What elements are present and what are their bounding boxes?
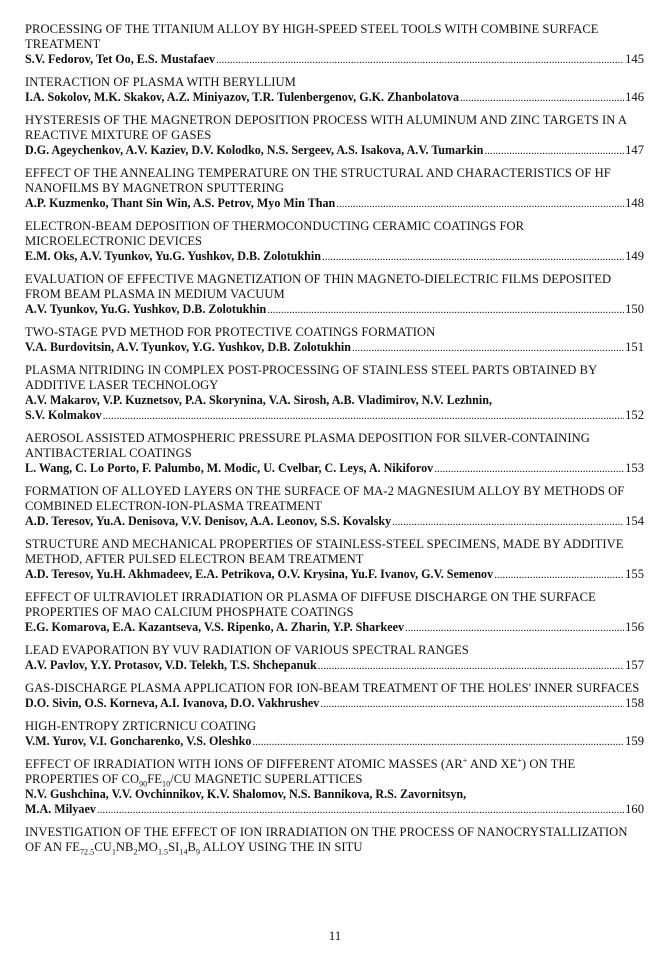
subscript: 1.5 <box>157 847 169 857</box>
entry-title: GAS-DISCHARGE PLASMA APPLICATION FOR ION-BEAM TREATMENT OF THE HOLES' INNER SURFACES <box>25 681 640 695</box>
entry-page-number: 145 <box>625 52 644 66</box>
entry-authors-line <box>25 196 644 212</box>
entry-authors-line <box>25 567 644 583</box>
entry-authors: M.A. Milyaev <box>25 802 96 816</box>
entry-authors: D.G. Ageychenkov, A.V. Kaziev, D.V. Kolodko, N.S. Sergeev, A.S. Isakova, A.V. Tumarkin <box>25 143 484 157</box>
title-part: B <box>187 840 196 854</box>
entry-title: EVALUATION OF EFFECTIVE MAGNETIZATION OF THIN MAGNETO-DIELECTRIC FILMS DEPOSITED FROM BEAM PLASMA IN MEDIUM VACUUM <box>25 272 612 301</box>
title-part: /CU MAGNETIC SUPERLATTICES <box>170 772 363 786</box>
entry-title: EFFECT OF ULTRAVIOLET IRRADIATION OR PLASMA OF DIFFUSE DISCHARGE ON THE SURFACE PROPERTIES OF MAO CALCIUM PHOSPHATE COATINGS <box>25 590 596 619</box>
entry-authors-line <box>25 802 644 818</box>
entry-page-number: 156 <box>625 620 644 634</box>
subscript: 72.5 <box>80 847 95 857</box>
toc-entries <box>25 22 644 862</box>
entry-title: INTERACTION OF PLASMA WITH BERYLLIUM <box>25 75 296 89</box>
title-part: EFFECT OF IRRADIATION WITH IONS OF DIFFERENT ATOMIC MASSES (AR <box>25 757 463 771</box>
toc-entry <box>25 363 644 424</box>
subscript: 10 <box>162 779 171 789</box>
entry-title <box>25 757 644 787</box>
entry-authors-line <box>25 408 644 424</box>
leader-dots <box>484 144 624 159</box>
leader-dots <box>318 659 624 674</box>
subscript: 90 <box>139 779 148 789</box>
entry-title: FORMATION OF ALLOYED LAYERS ON THE SURFACE OF MA-2 MAGNESIUM ALLOY BY METHODS OF COMBINED ELECTRON-ION-PLASMA TREATMENT <box>25 484 625 513</box>
entry-authors: S.V. Fedorov, Tet Oo, E.S. Mustafaev <box>25 52 216 66</box>
entry-page-number: 158 <box>625 696 644 710</box>
subscript: 9 <box>195 847 201 857</box>
entry-authors: A.D. Teresov, Yu.H. Akhmadeev, E.A. Petrikova, O.V. Krysina, Yu.F. Ivanov, G.V. Semenov <box>25 567 494 581</box>
toc-entry <box>25 484 644 530</box>
entry-page-number: 149 <box>625 249 644 263</box>
leader-dots <box>405 621 624 636</box>
title-part: INVESTIGATION OF THE EFFECT OF ION IRRADIATION ON THE PROCESS OF NANOCRYSTALLIZATION OF AN FE <box>25 825 628 854</box>
toc-entry <box>25 166 644 212</box>
entry-title: STRUCTURE AND MECHANICAL PROPERTIES OF STAINLESS-STEEL SPECIMENS, MADE BY ADDITIVE METHOD, AFTER PULSED ELECTRON BEAM TREATMENT <box>25 537 624 566</box>
entry-authors: L. Wang, C. Lo Porto, F. Palumbo, M. Modic, U. Cvelbar, C. Leys, A. Nikiforov <box>25 461 434 475</box>
title-part: AND XE <box>467 757 518 771</box>
title-part: MO <box>137 840 158 854</box>
entry-title: ELECTRON-BEAM DEPOSITION OF THERMOCONDUCTING CERAMIC COATINGS FOR MICROELECTRONIC DEVICES <box>25 219 525 248</box>
entry-page-number: 147 <box>625 143 644 157</box>
entry-authors: E.M. Oks, A.V. Tyunkov, Yu.G. Yushkov, D.B. Zolotukhin <box>25 249 321 263</box>
entry-authors-line <box>25 249 644 265</box>
superscript: + <box>517 755 522 765</box>
entry-page-number: 157 <box>625 658 644 672</box>
entry-title: LEAD EVAPORATION BY VUV RADIATION OF VARIOUS SPECTRAL RANGES <box>25 643 469 657</box>
entry-page-number: 159 <box>625 734 644 748</box>
leader-dots <box>336 197 624 212</box>
entry-authors: A.D. Teresov, Yu.A. Denisova, V.V. Denisov, A.A. Leonov, S.S. Kovalsky <box>25 514 392 528</box>
entry-authors-line <box>25 696 644 712</box>
entry-authors: S.V. Kolmakov <box>25 408 102 422</box>
leader-dots <box>267 303 624 318</box>
title-part: FE <box>147 772 163 786</box>
title-part: ) ON THE PROPERTIES OF CO <box>25 757 576 786</box>
entry-title: PLASMA NITRIDING IN COMPLEX POST-PROCESSING OF STAINLESS STEEL PARTS OBTAINED BY ADDITIVE LASER TECHNOLOGY <box>25 363 597 392</box>
entry-title: PROCESSING OF THE TITANIUM ALLOY BY HIGH-SPEED STEEL TOOLS WITH COMBINE SURFACE TREATMENT <box>25 22 599 51</box>
leader-dots <box>320 697 624 712</box>
entry-authors: D.O. Sivin, O.S. Korneva, A.I. Ivanova, D.O. Vakhrushev <box>25 696 320 710</box>
toc-entry <box>25 719 644 750</box>
toc-entry <box>25 431 644 477</box>
entry-title: AEROSOL ASSISTED ATMOSPHERIC PRESSURE PLASMA DEPOSITION FOR SILVER-CONTAINING ANTIBACTERIAL COATINGS <box>25 431 590 460</box>
entry-authors-line <box>25 461 644 477</box>
entry-authors-first-line: A.V. Makarov, V.P. Kuznetsov, P.A. Skorynina, V.A. Sirosh, A.B. Vladimirov, N.V. Lezhnin, <box>25 393 492 407</box>
entry-authors: A.P. Kuzmenko, Thant Sin Win, A.S. Petrov, Myo Min Than <box>25 196 336 210</box>
entry-authors: A.V. Tyunkov, Yu.G. Yushkov, D.B. Zolotukhin <box>25 302 267 316</box>
superscript: + <box>462 755 468 765</box>
leader-dots <box>434 462 624 477</box>
entry-authors: I.A. Sokolov, M.K. Skakov, A.Z. Miniyazov, T.R. Tulenbergenov, G.K. Zhanbolatova <box>25 90 460 104</box>
entry-title <box>25 825 644 855</box>
entry-authors-line <box>25 90 644 106</box>
entry-authors: E.G. Komarova, E.A. Kazantseva, V.S. Ripenko, A. Zharin, Y.P. Sharkeev <box>25 620 404 634</box>
entry-page-number: 155 <box>625 567 644 581</box>
title-part: NB <box>115 840 134 854</box>
entry-page-number: 150 <box>625 302 644 316</box>
page-number: 11 <box>328 928 342 943</box>
entry-page-number: 151 <box>625 340 644 354</box>
entry-page-number: 154 <box>625 514 644 528</box>
toc-entry <box>25 537 644 583</box>
toc-entry <box>25 22 644 68</box>
toc-entry <box>25 643 644 674</box>
toc-entry <box>25 325 644 356</box>
entry-authors-line <box>25 340 644 356</box>
toc-entry <box>25 113 644 159</box>
entry-authors: A.V. Pavlov, Y.Y. Protasov, V.D. Telekh, T.S. Shchepanuk <box>25 658 317 672</box>
entry-title: TWO-STAGE PVD METHOD FOR PROTECTIVE COATINGS FORMATION <box>25 325 436 339</box>
subscript: 1 <box>111 847 116 857</box>
entry-page-number: 153 <box>625 461 644 475</box>
entry-authors-line <box>25 658 644 674</box>
leader-dots <box>216 53 624 68</box>
entry-authors-line <box>25 514 644 530</box>
entry-authors-line <box>25 620 644 636</box>
subscript: 14 <box>179 847 188 857</box>
leader-dots <box>352 341 624 356</box>
entry-authors: V.A. Burdovitsin, A.V. Tyunkov, Y.G. Yushkov, D.B. Zolotukhin <box>25 340 352 354</box>
toc-entry <box>25 272 644 318</box>
toc-entry <box>25 75 644 106</box>
entry-authors-line <box>25 302 644 318</box>
entry-page-number: 146 <box>625 90 644 104</box>
leader-dots <box>97 803 624 818</box>
entry-title: HYSTERESIS OF THE MAGNETRON DEPOSITION PROCESS WITH ALUMINUM AND ZINC TARGETS IN A REACTIVE MIXTURE OF GASES <box>25 113 627 142</box>
entry-authors-line <box>25 143 644 159</box>
title-part: CU <box>94 840 112 854</box>
subscript: 2 <box>133 847 138 857</box>
title-part: SI <box>168 840 180 854</box>
entry-title: HIGH-ENTROPY ZRTICRNICU COATING <box>25 719 257 733</box>
entry-authors-line <box>25 734 644 750</box>
leader-dots <box>392 515 624 530</box>
entry-authors-line <box>25 52 644 68</box>
leader-dots <box>460 91 624 106</box>
leader-dots <box>494 568 624 583</box>
entry-authors-first-line: N.V. Gushchina, V.V. Ovchinnikov, K.V. Shalomov, N.S. Bannikova, R.S. Zavornitsyn, <box>25 787 467 801</box>
leader-dots <box>103 409 624 424</box>
entry-page-number: 152 <box>625 408 644 422</box>
toc-entry <box>25 757 644 818</box>
toc-entry <box>25 590 644 636</box>
entry-page-number: 160 <box>625 802 644 816</box>
leader-dots <box>322 250 624 265</box>
entry-title: EFFECT OF THE ANNEALING TEMPERATURE ON THE STRUCTURAL AND CHARACTERISTICS OF HF NANOFILMS BY MAGNETRON SPUTTERING <box>25 166 611 195</box>
leader-dots <box>252 735 624 750</box>
toc-entry <box>25 825 644 855</box>
entry-page-number: 148 <box>625 196 644 210</box>
title-part: ALLOY USING THE IN SITU <box>200 840 363 854</box>
toc-entry <box>25 681 644 712</box>
entry-authors: V.M. Yurov, V.I. Goncharenko, V.S. Oleshko <box>25 734 252 748</box>
toc-entry <box>25 219 644 265</box>
